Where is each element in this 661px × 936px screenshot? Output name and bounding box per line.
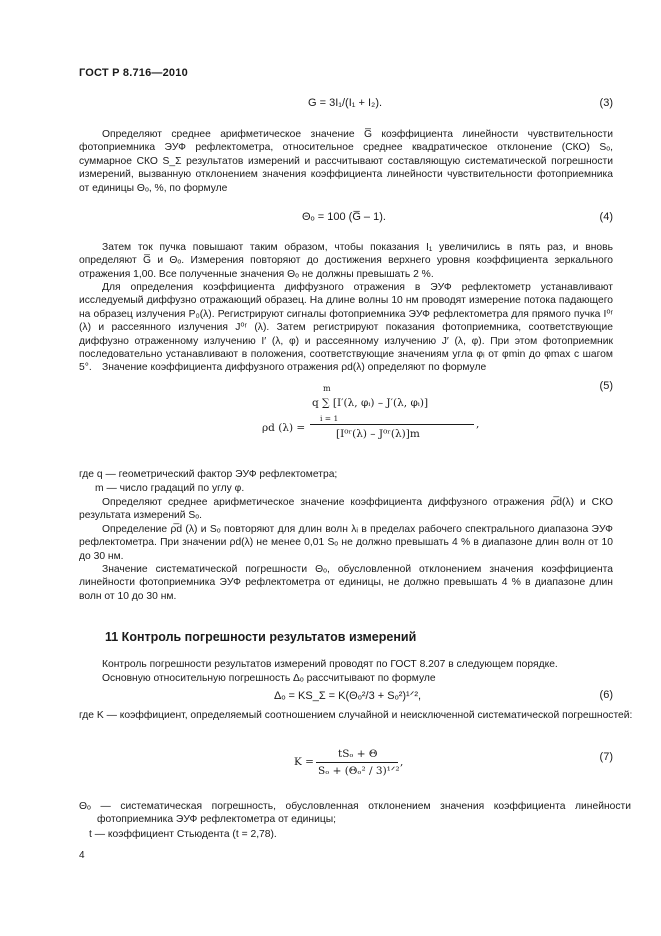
equation-7-numerator: tSₒ + Θ xyxy=(338,748,378,760)
paragraph-relative-error-intro: Основную относительную погрешность Δₒ рассчитывают по формуле xyxy=(102,673,436,684)
equation-4-formula: Θₒ = 100 (G̅ – 1). xyxy=(302,211,386,223)
equation-7-lhs: K = xyxy=(294,756,314,768)
paragraph-diffuse-formula-intro: Значение коэффициента диффузного отражения ρd(λ) определяют по формуле xyxy=(102,362,487,373)
equation-5-sum-upper: m xyxy=(323,384,331,393)
equation-3-formula: G = 3I₁/(I₁ + I₂). xyxy=(308,97,383,109)
equation-7-tail: , xyxy=(400,756,404,768)
equation-7-fraction-bar xyxy=(316,762,398,763)
equation-5-fraction-bar xyxy=(310,424,474,425)
equation-5-tail: , xyxy=(476,418,480,430)
section-heading-11: 11 Контроль погрешности результатов измерений xyxy=(105,630,417,644)
equation-5-number: (5) xyxy=(599,380,613,392)
equation-5-denominator: [I⁰ʳ(λ) – J⁰ʳ(λ)]m xyxy=(336,428,420,440)
equation-7-number: (7) xyxy=(599,751,613,763)
definition-t: t — коэффициент Стьюдента (t = 2,78). xyxy=(89,829,277,840)
definition-q: где q — геометрический фактор ЭУФ рефлектометра; xyxy=(79,469,338,480)
equation-5-sum-lower: i = 1 xyxy=(320,414,339,423)
paragraph-mean-diffuse: Определяют среднее арифметическое значение коэффициента диффузного отражения ρ̅d(λ) и СКО результата измерений Sₒ. xyxy=(79,497,613,522)
equation-6-number: (6) xyxy=(599,689,613,701)
paragraph-beam-current: Затем ток пучка повышают таким образом, чтобы показания I₁ увеличились в пять раз, и вновь определяют G̅ и Θₒ. Измерения повторяют до достижения верхнего уровня коэффициента зеркального отражения 1,00. Все полученные значения Θₒ не должны превышать 2 %. xyxy=(79,242,613,280)
equation-3-number: (3) xyxy=(599,97,613,109)
paragraph-diffuse-setup: Для определения коэффициента диффузного отражения в ЭУФ рефлектометр устанавливают исследуемый диффузно отражающий образец. На длине волны 10 нм проводят измерение потока падающего на образец излучения P₀(λ). Регистрируют сигналы фотоприемника ЭУФ рефлектометра для прямого пучка I⁰ʳ (λ) и рассеянного излучения J⁰ʳ (λ). Затем регистрируют показания фотоприемника, соответствующие диффузно отраженному излучению I′ (λ, φ) и рассеянному излучению J′ (λ, φ). При этом фотоприемник последовательно устанавливают в положения, соответствующие значениям угла φᵢ от φmin до φmax с шагом 5°. xyxy=(79,282,613,374)
running-header: ГОСТ Р 8.716—2010 xyxy=(79,67,188,79)
page-number: 4 xyxy=(79,850,85,861)
definition-theta: Θₒ — систематическая погрешность, обусловленная отклонением значения коэффициента линейности фотоприемника ЭУФ рефлектометра от единицы; xyxy=(79,801,631,826)
equation-5-lhs: ρd (λ) = xyxy=(262,422,306,434)
equation-7-denominator: Sₒ + (Θₒ² / 3)¹ᐟ² xyxy=(318,765,400,777)
paragraph-systematic-error: Значение систематической погрешности Θₒ, обусловленной отклонением значения коэффициента линейности фотоприемника ЭУФ рефлектометра от единицы, не должно превышать 4 % в диапазоне длин волн от 10 до 30 нм. xyxy=(79,564,613,602)
paragraph-repeat-wavelengths: Определение ρ̅d (λ) и Sₒ повторяют для длин волн λᵢ в пределах рабочего спектрального диапазона ЭУФ рефлектометра. При значении ρd(λ) не менее 0,01 Sₒ не должно превышать 4 % в диапазоне длин волн от 10 до 30 нм. xyxy=(79,524,613,562)
equation-5-numerator: q ∑ [I′(λ, φᵢ) – J′(λ, φᵢ)] xyxy=(312,397,429,409)
paragraph-control-procedure: Контроль погрешности результатов измерений проводят по ГОСТ 8.207 в следующем порядке. xyxy=(102,659,558,670)
definition-k: где K — коэффициент, определяемый соотношением случайной и неисключенной систематической погрешностей: xyxy=(79,710,633,721)
definition-m: m — число градаций по углу φ. xyxy=(95,483,245,494)
equation-4-number: (4) xyxy=(599,211,613,223)
paragraph-mean-linearity: Определяют среднее арифметическое значение G̅ коэффициента линейности чувствительности фотоприемника ЭУФ рефлектометра, относительное среднее квадратическое отклонение (СКО) Sₒ, суммарное СКО S_Σ результатов измерений и рассчитывают составляющую систематической погрешности измерений, вызванную отклонением значения коэффициента линейности чувствительности фотоприемника от единицы Θₒ, %, по формуле xyxy=(79,129,613,194)
equation-6-formula: Δₒ = KS_Σ = K(Θₒ²/3 + Sₒ²)¹ᐟ², xyxy=(274,690,422,702)
